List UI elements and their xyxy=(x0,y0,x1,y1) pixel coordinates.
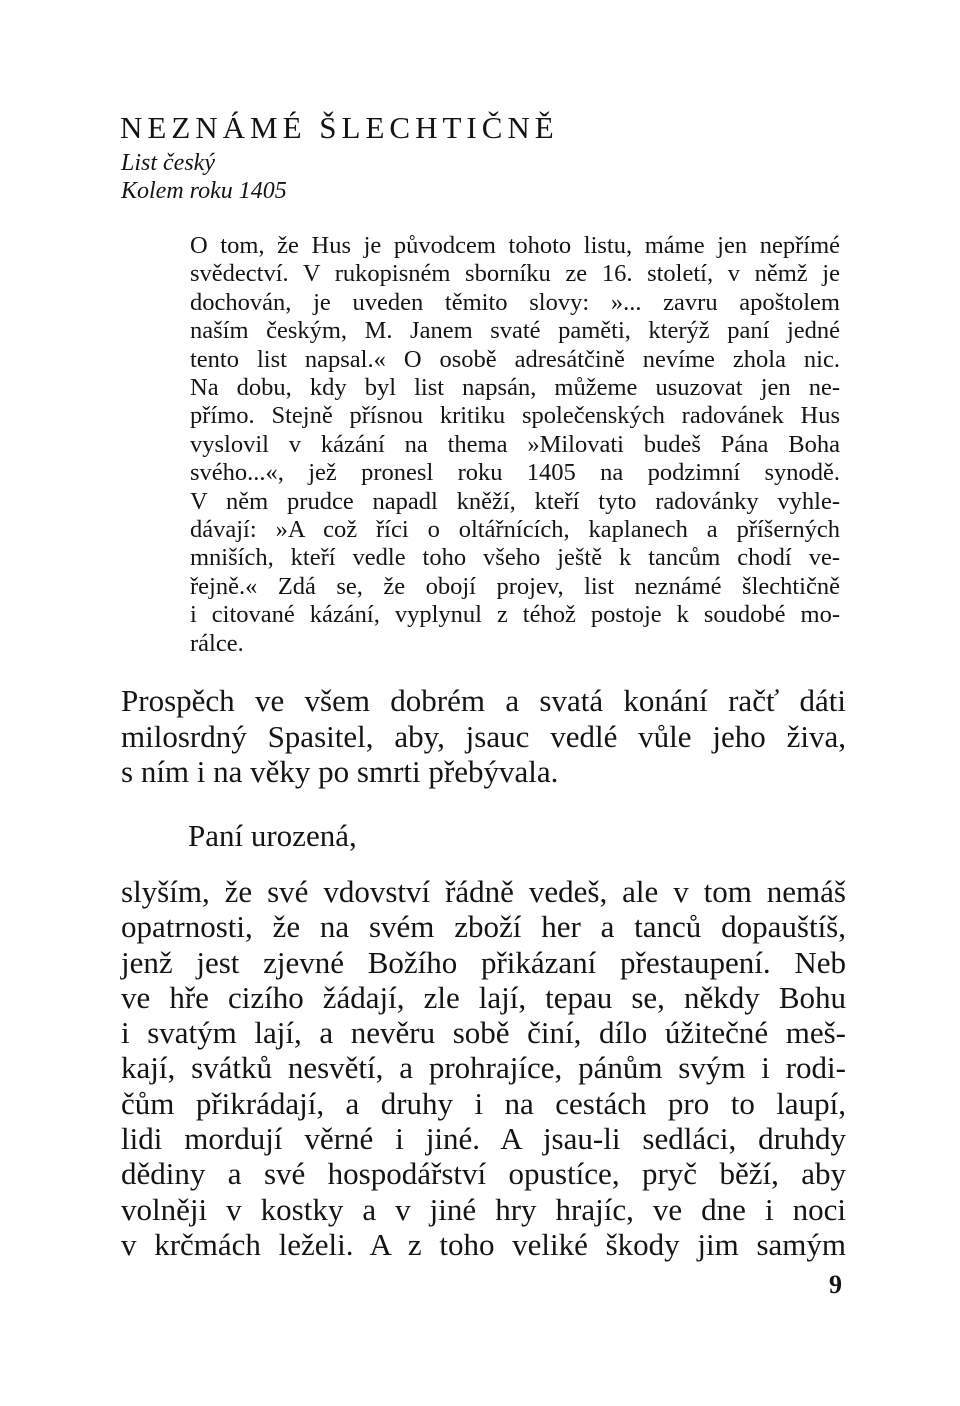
body-line: v krčmách leželi. A z toho veliké škody jim samým xyxy=(121,1226,846,1262)
intro-line: V něm prudce napadl kněží, kteří tyto radovánky vyhle- xyxy=(190,487,840,515)
greeting-line: s ním i na věky po smrti přebývala. xyxy=(121,754,559,789)
body-line: i svatým lají, a nevěru sobě činí, dílo úžitečné meš- xyxy=(121,1015,846,1051)
intro-line: tento list napsal.« O osobě adresátčině nevíme zhola nic. xyxy=(190,345,840,373)
body-line: ve hře cizího žádají, zle lají, tepau se, někdy Bohu xyxy=(121,979,846,1015)
page-number: 9 xyxy=(829,1270,842,1299)
intro-line: dochován, je uveden těmito slovy: »... zavru apoštolem xyxy=(190,288,840,316)
intro-line: mniších, kteří vedle toho všeho ještě k tancům chodí ve- xyxy=(190,544,840,572)
intro-line: O tom, že Hus je původcem tohoto listu, máme jen nepřímé xyxy=(190,232,840,259)
body-line: lidi mordují věrné i jiné. A jsau-li sedláci, druhdy xyxy=(121,1121,846,1157)
intro-line: naším českým, M. Janem svaté paměti, kterýž paní jedné xyxy=(190,317,840,345)
subtitle-date: Kolem roku 1405 xyxy=(121,178,287,204)
intro-line: i citované kázání, vyplynul z téhož postoje k soudobé mo- xyxy=(190,601,840,629)
greeting-line: Prospěch ve všem dobrém a svatá konání račť dáti xyxy=(121,683,846,718)
body-line: čům přikrádají, a druhy i na cestách pro to laupí, xyxy=(121,1085,846,1121)
intro-line: dávají: »A což říci o oltářnících, kaplanech a příšerných xyxy=(190,516,840,544)
intro-line: řejně.« Zdá se, že obojí projev, list neznámé šlechtičně xyxy=(190,572,840,600)
page-title: NEZNÁMÉ ŠLECHTIČNĚ xyxy=(120,110,559,145)
letter-salutation: Paní urozená, xyxy=(188,818,357,853)
body-line: kají, svátků nesvětí, a prohrajíce, pánům svým i rodi- xyxy=(121,1050,846,1086)
body-line: jenž jest zjevné Božího přikázaní přestaupení. Neb xyxy=(121,944,846,980)
body-line: dědiny a své hospodářství opustíce, pryč běží, aby xyxy=(121,1156,846,1192)
intro-line: vyslovil v kázání na thema »Milovati budeš Pána Boha xyxy=(190,430,840,458)
body-line: opatrnosti, že na svém zboží her a tanců dopauštíš, xyxy=(121,909,846,945)
intro-paragraph xyxy=(190,232,840,658)
body-line: slyším, že své vdovství řádně vedeš, ale v tom nemáš xyxy=(121,874,846,909)
intro-line: přímo. Stejně přísnou kritiku společenských radovánek Hus xyxy=(190,402,840,430)
intro-line: svědectví. V rukopisném sborníku ze 16. století, v němž je xyxy=(190,260,840,288)
greeting-line: milosrdný Spasitel, aby, jsauc vedlé vůle jeho živa, xyxy=(121,718,846,754)
body-line: volněji v kostky a v jiné hry hrajíc, ve dne i noci xyxy=(121,1191,846,1227)
subtitle-language: List český xyxy=(121,150,215,176)
intro-line: rálce. xyxy=(190,629,244,657)
letter-greeting xyxy=(121,683,846,790)
intro-line: Na dobu, kdy byl list napsán, můžeme usuzovat jen ne- xyxy=(190,374,840,402)
letter-body xyxy=(121,874,846,1262)
intro-line: svého...«, jež pronesl roku 1405 na podzimní synodě. xyxy=(190,459,840,487)
